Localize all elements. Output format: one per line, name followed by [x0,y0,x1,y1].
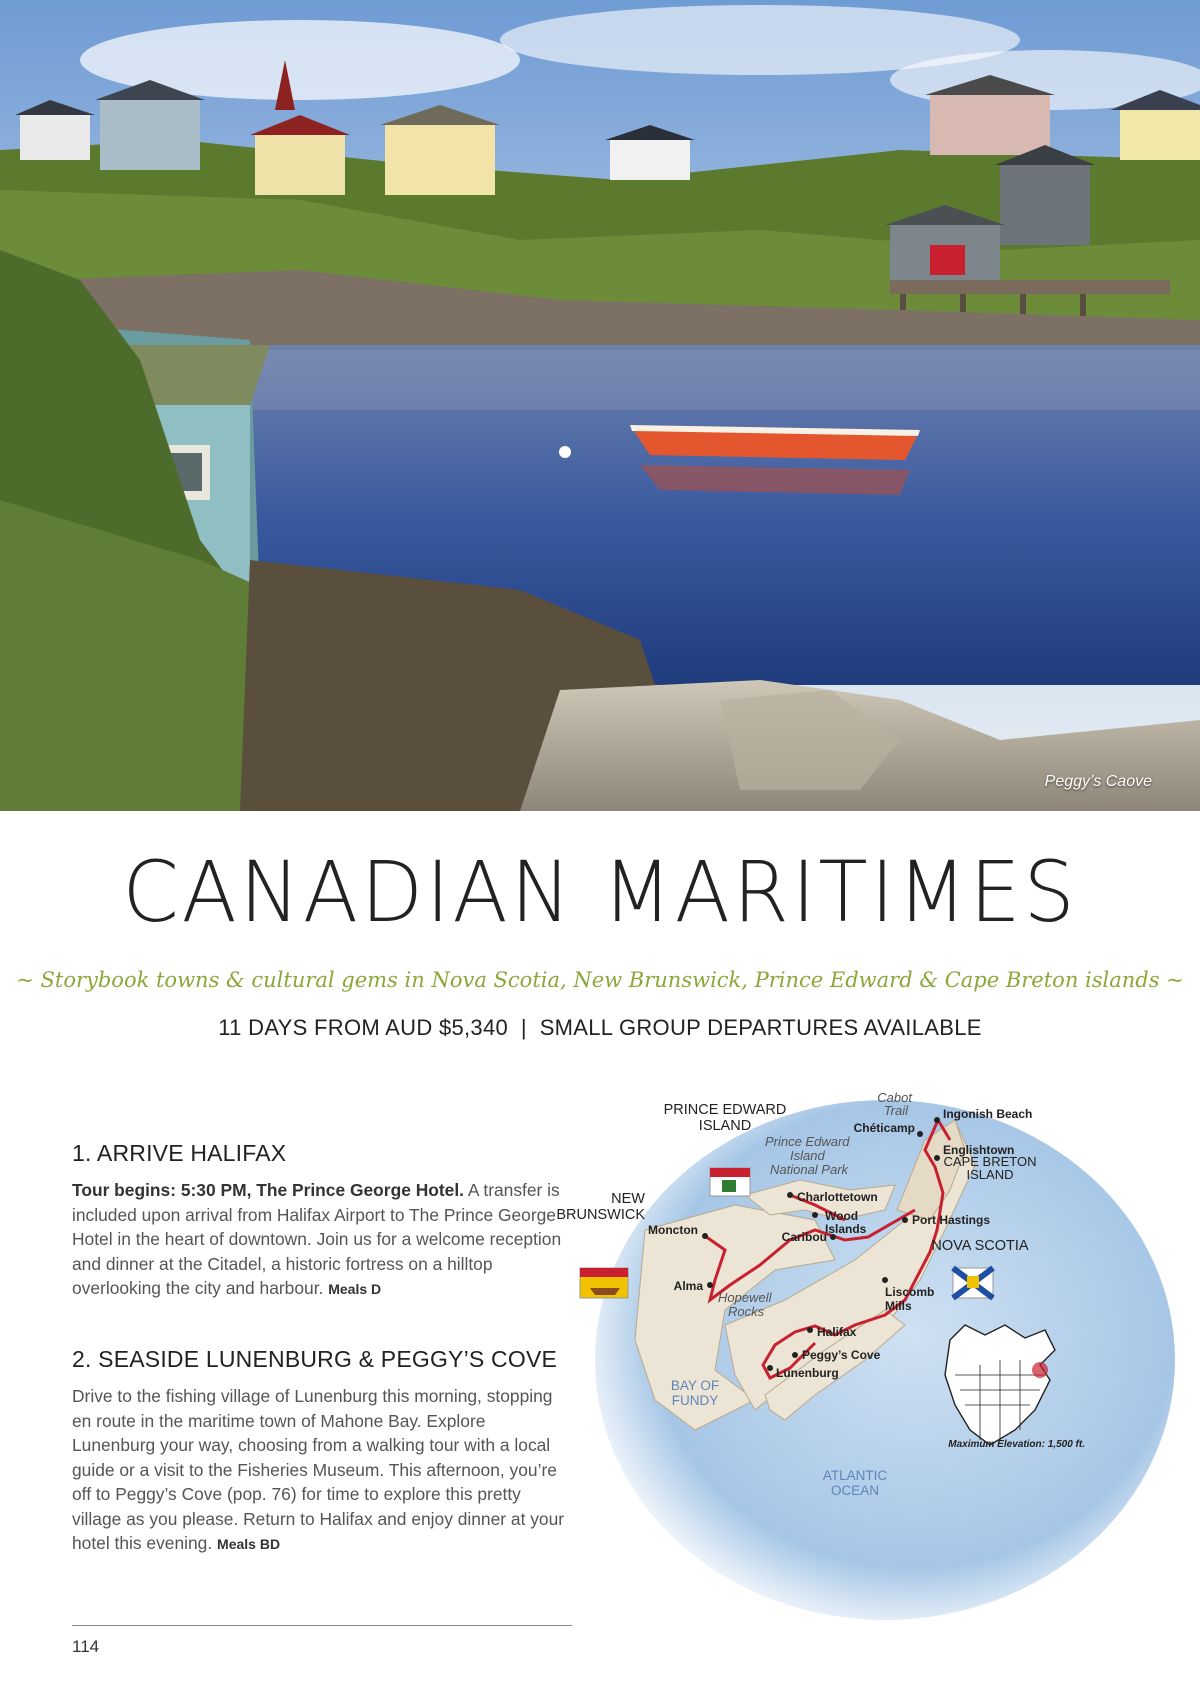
label-charlottetown: Charlottetown [797,1190,878,1204]
town-liscomb-dot [882,1277,888,1283]
label-nb-1: NEW [611,1191,645,1207]
peggys-cove-photo [0,0,1200,811]
page-title: CANADIAN MARITIMES [122,843,1078,941]
ns-flag-icon [953,1268,993,1298]
label-englishtown: Englishtown [943,1143,1015,1157]
footer-divider [72,1625,572,1626]
label-liscomb-2: Mills [885,1299,912,1313]
label-ocean-1: ATLANTIC [822,1468,888,1483]
page-subtitle: ~ Storybook towns & cultural gems in Nova Scotia, New Brunswick, Prince Edward & Cape Breton islands ~ [16,968,1184,992]
label-ns: NOVA SCOTIA [931,1238,1029,1254]
town-englishtown-dot [934,1155,940,1161]
town-alma-dot [707,1282,713,1288]
label-alma: Alma [673,1279,703,1293]
nb-flag-icon [580,1268,628,1298]
day-2-meals: Meals BD [217,1536,281,1552]
label-cheticamp: Chéticamp [853,1121,915,1135]
label-moncton: Moncton [648,1223,698,1237]
day-1-title: 1. ARRIVE HALIFAX [72,1140,287,1166]
label-peggys: Peggy’s Cove [802,1348,881,1362]
label-wood-1: Wood [825,1209,859,1223]
town-wood-islands-dot [812,1212,818,1218]
day-2-title: 2. SEASIDE LUNENBURG & PEGGY’S COVE [72,1346,558,1372]
label-cb-1: CAPE BRETON [943,1154,1037,1169]
town-halifax-dot [807,1327,813,1333]
photo-caption: Peggy’s Caove [1044,773,1152,790]
label-pein-1: Prince Edward [765,1134,850,1149]
map-svg [556,1090,1165,1610]
elevation-note: Maximum Elevation: 1,500 ft. [948,1439,1085,1450]
hero-photo [0,0,1200,811]
label-hop-1: Hopewell [718,1290,772,1305]
label-lunenburg: Lunenburg [776,1366,839,1380]
label-liscomb-1: Liscomb [885,1285,935,1299]
label-hop-2: Rocks [728,1304,765,1319]
label-ingonish: Ingonish Beach [943,1107,1033,1121]
label-bay-2: FUNDY [671,1393,719,1408]
label-wood-2: Islands [825,1222,867,1236]
day-1-lead: Tour begins: 5:30 PM, The Prince George Hotel. [72,1180,465,1200]
label-pein-3: National Park [770,1162,849,1177]
town-cheticamp-dot [917,1131,923,1137]
day-1-text: A transfer is included upon arrival from Halifax Airport to The Prince George Hotel in the heart of downtown. Join us for a welcome reception and dinner at the Citadel, a historic fortress on a hilltop overlooking the city and harbour. [72,1180,562,1298]
label-cabot-1: Cabot [877,1090,912,1105]
town-peggys-dot [792,1352,798,1358]
town-ingonish-dot [934,1117,940,1123]
town-moncton-dot [702,1233,708,1239]
town-lunenburg-dot [767,1365,773,1371]
label-caribou: Caribou [781,1230,827,1244]
label-nb-2: BRUNSWICK [556,1207,645,1223]
label-port-hastings: Port Hastings [912,1213,991,1227]
page-number: 114 [72,1637,100,1656]
day-2-text: Drive to the fishing village of Lunenburg this morning, stopping en route in the maritime town of Mahone Bay. Explore Lunenburg your way, choosing from a walking tour with a local guide or a visit to the Fisheries Museum. This afternoon, you’re off to Peggy’s Cove (pop. 76) for time to explore this pretty village as you please. Return to Halifax and enjoy dinner at your hotel this evening. [72,1386,565,1553]
day-1-body [72,1178,572,1302]
label-pein-2: Island [790,1148,825,1163]
label-pei-1: PRINCE EDWARD [663,1102,787,1118]
tour-summary: 11 DAYS FROM AUD $5,340 | SMALL GROUP DEPARTURES AVAILABLE [218,1015,982,1040]
route-map [556,1090,1165,1610]
pei-flag-icon [710,1168,750,1196]
day-2-body [72,1384,572,1557]
day-1-meals: Meals D [328,1281,382,1297]
town-charlottetown-dot [787,1192,793,1198]
label-cb-2: ISLAND [966,1167,1014,1182]
label-ocean-2: OCEAN [830,1483,880,1498]
label-bay-1: BAY OF [670,1378,720,1393]
label-cabot-2: Trail [883,1103,908,1118]
town-port-hastings-dot [902,1217,908,1223]
label-halifax: Halifax [817,1325,857,1339]
label-pei-2: ISLAND [698,1118,752,1134]
